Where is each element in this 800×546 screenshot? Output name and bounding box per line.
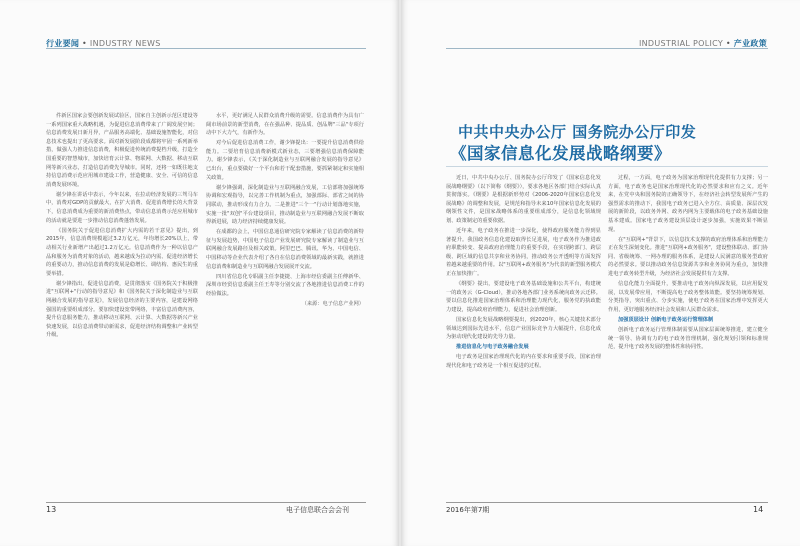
paragraph: 电子政务是国家治理现代化的内在要求和重要手段，国家治理现代化和电子政务是一个相互促进的过程。 [446, 354, 601, 369]
left-page [0, 0, 399, 546]
paragraph: 在成都的会上，中国信息通信研究院专家解读了信息消费的新特征与发展趋势，中国电子信息产业发展研究院专家解读了制造业与互联网融合发展路径及相关政策。阿里巴巴、腾讯、华为、中国电信、中国移动等企业代表介绍了各自在信息消费领域的最新实践，就推进信息消费和制造业与互联网融合发展展开交流。 [206, 229, 364, 270]
paragraph: 《国务院关于促进信息消费扩大内需的若干意见》提出，到2015年，信息消费规模超过3.2万亿元，年均增长20%以上，带动相关行业新增产出超过1.2万亿元。信息消费作为一种以信息产品和服务为消费对象的活动，越来越成为拉动内需、促进经济增长的重要动力，推动信息消费的发展是稳增长、调结构、惠民生的重要举措。 [46, 227, 198, 277]
page-number: 13 [46, 505, 57, 514]
paragraph: 近年来，电子政务在推进一步深化，使得政府服务能力得到显著提升。我国政务信息化建设取得长足进展，电子政务作为推进政府职能转变、提高政府治理能力的重要手段，在实现跨部门、跨层级、跨区域的信息共享和业务协同，推动政务公开透明等方面发挥着越来越重要的作用。以"互联网+政务服务"为代表的新型服务模式正在加快推广。 [446, 228, 601, 278]
paragraph: 《纲要》提出，要建设电子政务基础设施和公共平台，构建统一的政务云（G-Cloud），推动各地各部门业务系统向政务云迁移。要以信息化推进国家治理体系和治理能力现代化，服务党的执政能力建设，提高政府治理能力，促进社会治理创新。 [446, 281, 601, 313]
section-header-zh: 行业要闻 [46, 39, 80, 48]
header-rule [446, 48, 768, 49]
footer-rule [46, 502, 366, 503]
subheading: 推进信息化与电子政务融合发展 [456, 344, 529, 351]
paragraph: 过程，一方面，电子政务为国家治理现代化提供有力支撑；另一方面，电子政务也是国家治理现代化的必然要求和应有之义。近年来，在党中央和国务院的正确领导下，在经济社会转型发展所产生的强烈需求的推动下，我国电子政务已进入全方位、高质量、深层次发展的新阶段，以政务外网、政务内网为主要载体的电子政务基础设施基本建成。国家电子政务建设顶层设计逐步加强，实施效果不断显现。 [608, 175, 768, 233]
paragraph: 国家信息化发展战略纲要提出，到2020年，核心关键技术部分领域达到国际先进水平，信息产业国际竞争力大幅提升，信息化成为驱动现代化建设的先导力量。 [446, 317, 601, 341]
article-title-line2: 《国家信息化发展战略纲要》 [450, 144, 671, 163]
section-header-zh: 产业政策 [733, 39, 767, 48]
paragraph: 水平，更好满足人民群众消费升级的需要。信息消费作为具有广阔市场前景的新型消费，在在强品种、提品质、创品牌"三品"专项行动中下大力气，有新作为。 [206, 113, 364, 137]
section-header-en: INDUSTRIAL POLICY [638, 39, 724, 48]
section-header-en: INDUSTRY NEWS [89, 39, 161, 48]
paragraph: 件新区国家会要创新发展试验区，国家自主创新示范区建设等一系列国家重大战略机遇，为促进信息消费带来了广阔发展空间；信息消费发展日新月异，产品服务高端化、基础设施智能化，对信息技术也提出了更高要求。面对新发展阶段成都将牢固一系列新举措，做强人力推进信息消费，积极促进传统消费提档升级，打造全国重要的智慧城市，加快培育云计算、物联网、大数据、移动互联网等新兴业态，打造信息消费先导城市。同时，还将一如既往地支持信息消费示范应用城市建设工作，营造健康、安全、可信的信息消费发展环境。 [46, 113, 198, 188]
header-separator: • [725, 39, 731, 48]
header-rule [46, 48, 366, 49]
header-separator: • [82, 39, 88, 48]
page-number: 14 [753, 505, 764, 514]
paragraph: 谢少锋在讲话中表示，今年以来，在拉动经济发展的三驾马车中，消费对GDP的贡献最大，在扩大消费、促进消费增长的大背景下，信息消费成为重要的新消费热点，带动信息消费示范应用城市的活动就是要进一步推动信息消费蓬勃发展。 [46, 191, 198, 224]
article-column-3 [446, 174, 601, 497]
article-column-2 [206, 112, 364, 497]
article-title-line1: 中共中央办公厅 国务院办公厅印发 [458, 123, 697, 141]
paragraph: 谢少锋指出，促进信息消费，是贯彻落实《国务院关于积极推进"互联网+"行动的指导意见》和《国务院关于深化制造业与互联网融合发展的指导意见》，发展信息经济的主要内容，是建设网络强国的重要组成部分。要加快建设宽带网络，丰富信息消费内容，提升信息服务能力，推动移动互联网、云计算、大数据等新兴产业快速发展，以信息消费带动新需求，促进经济结构调整和产业转型升级。 [46, 280, 198, 339]
subheading: 加强顶层设计 创新电子政务运行管理体制 [618, 317, 714, 323]
paragraph: 谢少锋强调，深化制造业与互联网融合发展，工信部将加强统筹协调和宏观指导，以完善工作机制为重点，加强部际、部省之间的协同联动，推动形成有力合力。二是推进"三个一"行动计划落地实施，实施一批"双创"平台建设项目，推动制造业与互联网融合发展不断取得新进展，助力经济持续健康发展。 [206, 184, 364, 226]
paragraph: 信息化能力全面提升，要推动电子政务向纵深发展，以应用促发展，以发展带应用，不断提高电子政务整体效能。要坚持统筹规划、分类指导，突出重点、分步实施，使电子政务在国家治理中发挥更大作用，更好地服务经济社会发展和人民群众需求。 [608, 281, 768, 313]
footer-rule [446, 502, 768, 503]
article-column-4 [608, 174, 768, 497]
issue-label: 2016年第7期 [446, 506, 490, 514]
paragraph: 近日，中共中央办公厅、国务院办公厅印发了《国家信息化发展战略纲要》（以下简称《纲要》），要求各地区各部门结合实际认真贯彻落实。《纲要》是根据新形势对《2006-2020年国家信息化发展战略》的调整和发展，是规范和指导未来10年国家信息化发展的纲领性文件，是国家战略体系的重要组成部分，是信息化领域规划、政策制定的重要依据。 [446, 175, 601, 224]
title-rule [446, 166, 768, 167]
paragraph: 对今后促进信息消费工作，谢少锋提出：一要提升信息消费供给能力。二要培育信息消费新模式新业态，三要增强信息消费保障能力。谢少锋表示，《关于深化制造业与互联网融合发展的指导意见》已出台，重点要做好一个平台和若干配套措施，要抓紧制定和实施相关政策。 [206, 140, 364, 181]
magazine-name: 电子信息联合会会刊 [286, 506, 349, 514]
article-column-1 [46, 112, 198, 497]
source-note: （来源：电子信息产业网） [301, 300, 364, 307]
paragraph: 创新电子政务运行管理体制需要从国家层面统筹推进，建立健全统一领导、协调有力的电子政务管理机制，强化规划引领和标准规范，提升电子政务发展的整体性和协同性。 [608, 327, 768, 351]
paragraph: 四川省信息化专职副主任李捷捷、上海市经信委副主任傅新华、深圳市经贸信息委副主任王寿等分别交流了各地推进信息消费工作的经验做法。 [206, 273, 364, 297]
paragraph: 在"互联网+"背景下，以信息技术支撑的政府治理体系和治理能力正在发生深刻变化。推进"互联网+政务服务"，建设整体联动、部门协同、省级统筹、一网办理的服务体系，是建设人民满意的服务型政府的必然要求。要以推动政务信息资源共享和业务协同为重点，加快推进电子政务转型升级，为经济社会发展提供有力支撑。 [608, 236, 768, 278]
